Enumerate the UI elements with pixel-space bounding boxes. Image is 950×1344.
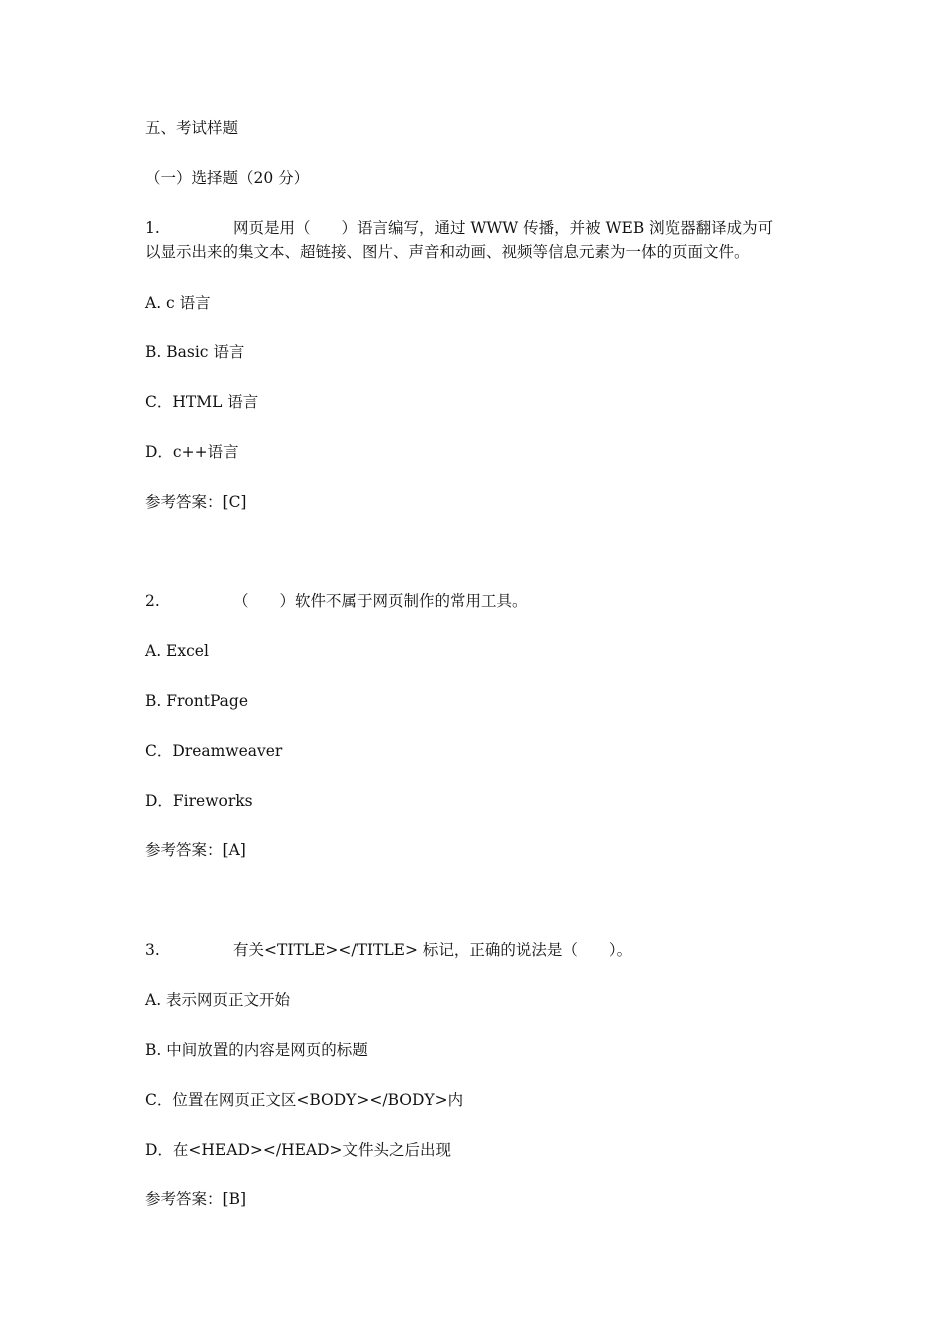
answer-label: 参考答案： [145,841,223,859]
question-1-stem-line1: 网页是用（ ）语言编写，通过 WWW 传播，并被 WEB 浏览器翻译成为可 [233,219,774,237]
subsection-title: （一）选择题（20 分） [145,169,310,187]
answer-label: 参考答案： [145,493,223,511]
question-3-option-a: A. 表示网页正文开始 [145,991,291,1009]
question-2-option-b: B. FrontPage [145,692,249,710]
question-2-number: 2. [145,592,160,610]
answer-value: [A] [222,841,246,859]
question-2-stem-line1: （ ）软件不属于网页制作的常用工具。 [233,592,528,610]
question-2-option-d: D．Fireworks [145,792,253,810]
question-1-option-b: B. Basic 语言 [145,343,245,361]
question-2-option-a: A. Excel [145,642,209,660]
question-3-option-d: D．在<HEAD></HEAD>文件头之后出现 [145,1141,452,1159]
answer-value: [C] [222,493,247,511]
question-1-stem [145,216,773,240]
question-1-option-c: C．HTML 语言 [145,393,259,411]
question-3-number: 3. [145,941,160,959]
answer-value: [B] [222,1190,247,1208]
question-1-answer [145,490,246,514]
question-2-answer [145,838,246,862]
question-1-number: 1. [145,219,160,237]
question-1-option-d: D．c++语言 [145,443,239,461]
question-3-stem [145,938,632,962]
question-2-stem [145,589,528,613]
question-3-stem-line1: 有关<TITLE></TITLE> 标记，正确的说法是（ ）。 [233,941,633,959]
question-3-answer [145,1187,246,1211]
question-1-option-a: A. c 语言 [145,294,211,312]
question-1-stem-line2: 以显示出来的集文本、超链接、图片、声音和动画、视频等信息元素为一体的页面文件。 [145,243,750,261]
question-3-option-b: B. 中间放置的内容是网页的标题 [145,1041,368,1059]
question-2-option-c: C．Dreamweaver [145,742,283,760]
section-title: 五、考试样题 [145,119,239,137]
answer-label: 参考答案： [145,1190,223,1208]
question-3-option-c: C．位置在网页正文区<BODY></BODY>内 [145,1091,464,1109]
